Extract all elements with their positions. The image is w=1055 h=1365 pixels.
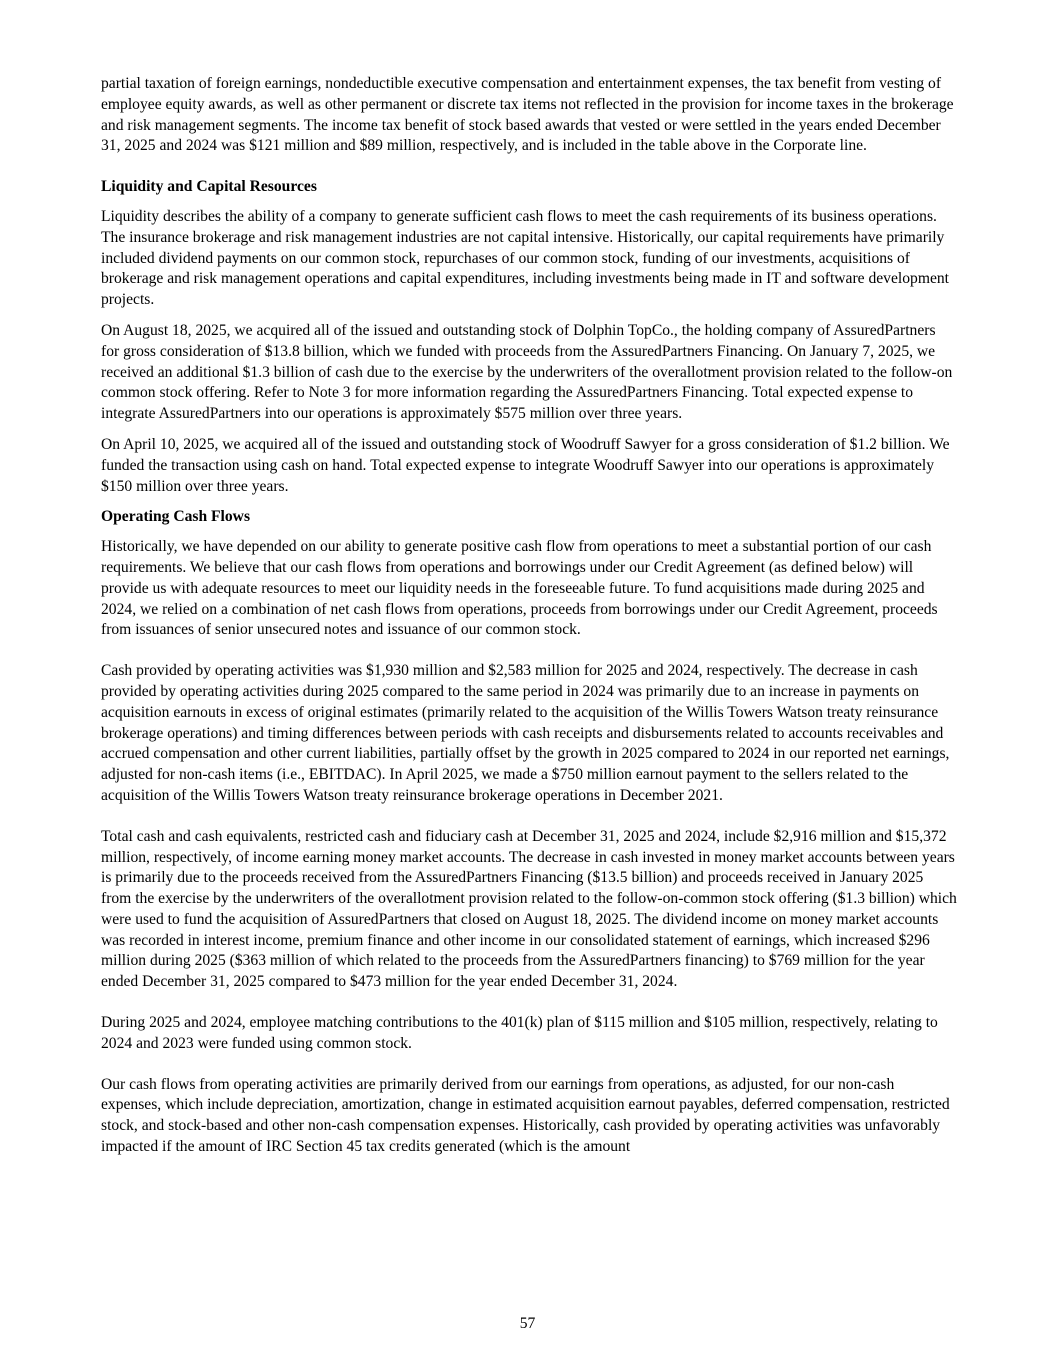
paragraph-tax-benefit: partial taxation of foreign earnings, nondeductible executive compensation and entertainment expenses, the tax benefit from vesting of employee equity awards, as well as other permanent or discrete tax items not reflected in the provision for income taxes in the brokerage and risk management segments. The income tax benefit of stock based awards that vested or were settled in the years ended December 31, 2025 and 2024 was $121 million and $89 million, respectively, and is included in the table above in the Corporate line. — [101, 75, 954, 155]
paragraph-cash-provided: Cash provided by operating activities was $1,930 million and $2,583 million for 2025 and 2024, respectively. The decrease in cash provided by operating activities during 2025 compared to the same period in 2024 was primarily due to an increase in payments on acquisition earnouts in excess of original estimates (primarily related to the acquisition of the Willis Towers Watson treaty reinsurance brokerage operations) and timing differences between periods with cash receipts and disbursements related to accounts receivables and accrued compensation and other current liabilities, partially offset by the growth in 2025 compared to 2024 in our reported net earnings, adjusted for non-cash items (i.e., EBITDAC). In April 2025, we made a $750 million earnout payment to the sellers related to the acquisition of the Willis Towers Watson treaty reinsurance brokerage operations in December 2021. — [101, 662, 950, 804]
paragraph-cash-flow-history: Historically, we have depended on our ability to generate positive cash flow from operations to meet a substantial portion of our cash requirements. We believe that our cash flows from operations and borrowings under our Credit Agreement (as defined below) will provide us with adequate resources to meet our liquidity needs in the foreseeable future. To fund acquisitions made during 2025 and 2024, we relied on a combination of net cash flows from operations, proceeds from borrowings under our Credit Agreement, proceeds from issuances of senior unsecured notes and issuance of our common stock. — [101, 538, 938, 639]
paragraph-401k: During 2025 and 2024, employee matching contributions to the 401(k) plan of $115 million and $105 million, respectively, relating to 2024 and 2023 were funded using common stock. — [101, 1014, 938, 1052]
document-page — [101, 74, 957, 1168]
paragraph-money-market: Total cash and cash equivalents, restricted cash and fiduciary cash at December 31, 2025 and 2024, include $2,916 million and $15,372 million, respectively, of income earning money market accounts. The decrease in cash invested in money market accounts between years is primarily due to the proceeds received from the AssuredPartners Financing ($13.5 billion) and proceeds received in January 2025 from the exercise by the underwriters of the overallotment provision related to the follow-on-common stock offering ($1.3 billion) which were used to fund the acquisition of AssuredPartners that closed on August 18, 2025. The dividend income on money market accounts was recorded in interest income, premium finance and other income in our consolidated statement of earnings, which increased $296 million during 2025 ($363 million of which related to the proceeds from the AssuredPartners financing) to $769 million for the year ended December 31, 2025 compared to $473 million for the year ended December 31, 2024. — [101, 827, 957, 991]
paragraph-woodruff-acquisition: On April 10, 2025, we acquired all of the issued and outstanding stock of Woodruff Sawyer for a gross consideration of $1.2 billion. We funded the transaction using cash on hand. Total expected expense to integrate Woodruff Sawyer into our operations is approximately $150 million over three years. — [101, 435, 950, 495]
heading-liquidity: Liquidity and Capital Resources — [101, 178, 317, 196]
heading-operating-cash-flows: Operating Cash Flows — [101, 508, 251, 526]
paragraph-non-cash-expenses: Our cash flows from operating activities are primarily derived from our earnings from operations, as adjusted, for our non-cash expenses, which include depreciation, amortization, change in estimated acquisition earnout payables, deferred compensation, restricted stock, and stock-based and other non-cash compensation expenses. Historically, cash provided by operating activities was unfavorably impacted if the amount of IRC Section 45 tax credits generated (which is the amount — [101, 1075, 950, 1156]
paragraph-liquidity-definition: Liquidity describes the ability of a company to generate sufficient cash flows to meet the cash requirements of its business operations. The insurance brokerage and risk management industries are not capital intensive. Historically, our capital requirements have primarily included dividend payments on our common stock, repurchases of our common stock, funding of our investments, acquisitions of brokerage and risk management operations and capital expenditures, including investments being made in IT and software development projects. — [101, 207, 950, 309]
page-number: 57 — [519, 1315, 536, 1332]
paragraph-assuredpartners-acquisition: On August 18, 2025, we acquired all of the issued and outstanding stock of Dolphin TopCo., the holding company of AssuredPartners for gross consideration of $13.8 billion, which we funded with proceeds from the AssuredPartners Financing. On January 7, 2025, we received an additional $1.3 billion of cash due to the exercise by the underwriters of the overallotment provision related to the follow-on common stock offering. Refer to Note 3 for more information regarding the AssuredPartners Financing. Total expected expense to integrate AssuredPartners into our operations is approximately $575 million over three years. — [101, 321, 953, 423]
